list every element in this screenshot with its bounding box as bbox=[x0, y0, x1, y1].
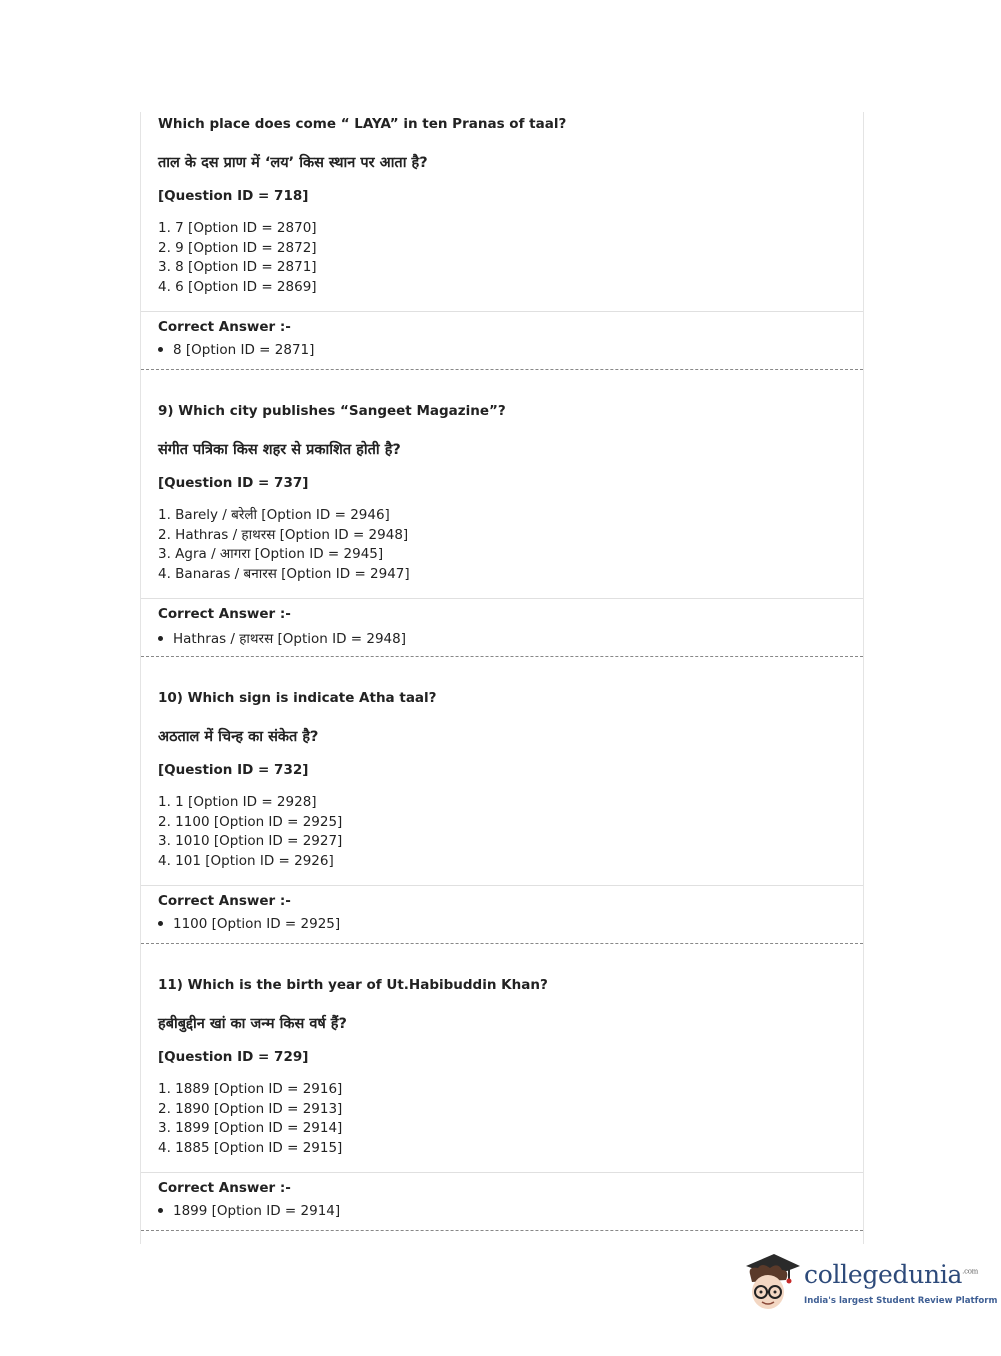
section-divider bbox=[141, 885, 863, 886]
section-divider bbox=[141, 1172, 863, 1173]
question-title-hindi: संगीत पत्रिका किस शहर से प्रकाशित होती है? bbox=[158, 442, 401, 458]
question-id: [Question ID = 737] bbox=[158, 475, 309, 491]
option-item: 4. 6 [Option ID = 2869] bbox=[158, 278, 317, 295]
option-item: 2. 1890 [Option ID = 2913] bbox=[158, 1100, 343, 1117]
correct-answer bbox=[158, 342, 314, 358]
option-list bbox=[158, 219, 317, 297]
logo-brand: collegedunia bbox=[804, 1260, 963, 1289]
correct-answer bbox=[158, 629, 406, 647]
question-separator bbox=[141, 1230, 863, 1231]
logo-wordmark bbox=[804, 1260, 978, 1289]
question-title-english: Which place does come “ LAYA” in ten Pranas of taal? bbox=[158, 116, 567, 132]
question-id: [Question ID = 718] bbox=[158, 188, 309, 204]
question-title-hindi: हबीबुद्दीन खां का जन्म किस वर्ष हैं? bbox=[158, 1016, 347, 1032]
option-item: 3. 8 [Option ID = 2871] bbox=[158, 259, 317, 275]
section-divider bbox=[141, 598, 863, 599]
correct-answer bbox=[158, 1203, 340, 1219]
option-item: 3. 1010 [Option ID = 2927] bbox=[158, 833, 343, 849]
correct-answer-text: 1100 [Option ID = 2925] bbox=[173, 916, 341, 932]
student-mascot-icon bbox=[742, 1252, 802, 1316]
question-title-english: 10) Which sign is indicate Atha taal? bbox=[158, 690, 437, 706]
bullet-icon bbox=[158, 1208, 163, 1213]
bullet-icon bbox=[158, 636, 163, 641]
option-item: 1. 1889 [Option ID = 2916] bbox=[158, 1081, 343, 1097]
option-item: 2. Hathras / हाथरस [Option ID = 2948] bbox=[158, 526, 409, 543]
bullet-icon bbox=[158, 347, 163, 352]
question-separator bbox=[141, 369, 863, 370]
question-id: [Question ID = 732] bbox=[158, 762, 309, 778]
correct-answer-label: Correct Answer :- bbox=[158, 1180, 291, 1196]
question-id: [Question ID = 729] bbox=[158, 1049, 309, 1065]
option-list bbox=[158, 793, 342, 871]
correct-answer-text: 8 [Option ID = 2871] bbox=[173, 342, 315, 358]
question-title-hindi: अठताल में चिन्ह का संकेत है? bbox=[158, 729, 319, 745]
option-item: 1. 7 [Option ID = 2870] bbox=[158, 220, 317, 236]
logo-tagline: India's largest Student Review Platform bbox=[804, 1296, 998, 1306]
option-list bbox=[158, 506, 410, 584]
collegedunia-logo bbox=[742, 1250, 998, 1320]
correct-answer-text: 1899 [Option ID = 2914] bbox=[173, 1203, 341, 1219]
bullet-icon bbox=[158, 921, 163, 926]
option-item: 3. 1899 [Option ID = 2914] bbox=[158, 1120, 343, 1136]
section-divider bbox=[141, 311, 863, 312]
question-paper bbox=[140, 112, 864, 1244]
question-title-english: 11) Which is the birth year of Ut.Habibuddin Khan? bbox=[158, 977, 548, 993]
option-item: 3. Agra / आगरा [Option ID = 2945] bbox=[158, 546, 384, 562]
correct-answer-label: Correct Answer :- bbox=[158, 606, 291, 622]
option-item: 4. 1885 [Option ID = 2915] bbox=[158, 1139, 343, 1156]
option-list bbox=[158, 1080, 342, 1158]
question-title-english: 9) Which city publishes “Sangeet Magazine”? bbox=[158, 403, 506, 419]
correct-answer-label: Correct Answer :- bbox=[158, 893, 291, 909]
option-item: 4. 101 [Option ID = 2926] bbox=[158, 852, 334, 869]
option-item: 4. Banaras / बनारस [Option ID = 2947] bbox=[158, 565, 410, 582]
logo-suffix: .com bbox=[962, 1267, 978, 1276]
option-item: 2. 9 [Option ID = 2872] bbox=[158, 239, 317, 256]
option-item: 1. Barely / बरेली [Option ID = 2946] bbox=[158, 507, 390, 523]
question-separator bbox=[141, 656, 863, 657]
option-item: 2. 1100 [Option ID = 2925] bbox=[158, 813, 343, 830]
correct-answer bbox=[158, 916, 340, 932]
correct-answer-text: Hathras / हाथरस [Option ID = 2948] bbox=[173, 631, 406, 647]
correct-answer-label: Correct Answer :- bbox=[158, 319, 291, 335]
question-title-hindi: ताल के दस प्राण में ‘लय’ किस स्थान पर आता है? bbox=[158, 155, 428, 171]
option-item: 1. 1 [Option ID = 2928] bbox=[158, 794, 317, 810]
question-separator bbox=[141, 943, 863, 944]
